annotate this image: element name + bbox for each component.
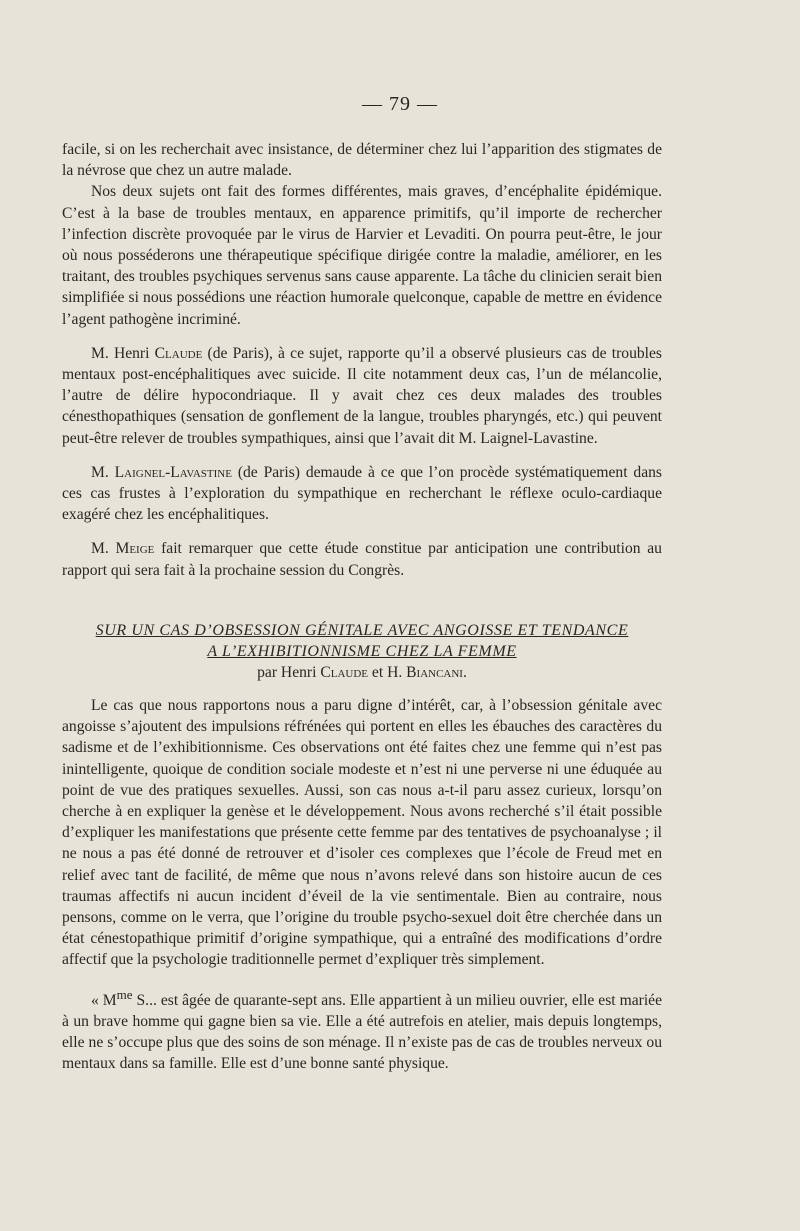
paragraph-encephalite: Nos deux sujets ont fait des formes différentes, mais graves, d’encéphalite épidémique. C’est à la base de troubles mentaux, en apparence primitifs, qu’il importe de rechercher l’infection discrète provoquée par le virus de Harvier et Levaditi. On pourra peut-être, le jour où nous posséderons une thérapeutique spécifique dirigée contre la maladie, améliorer, en les traitant, des troubles psychiques servenus sans cause apparente. La tâche du clinicien serait bien simplifiée si nous possédions une réaction humorale quelconque, capable de mettre en évidence l’agent pathogène incriminé. [62,183,662,328]
article-byline: par Henri Claude et H. Biancani. [257,664,467,681]
paragraph-laignel: M. Laignel-Lavastine (de Paris) demaude à ce que l’on procède systématiquement dans ces cas frustes à l’exploration du sympathique en recherchant le réflexe oculo-cardiaque exagéré chez les encéphalitiques. [62,463,662,524]
paragraph-observation: « $M^{me}$ S... est âgée de quarante-sept ans. Elle appartient à un milieu ouvrier, elle est mariée à un brave homme qui gagne bien sa vie. Elle a été autrefois en atelier, mais depuis longtemps, elle ne s’occupe plus que des soins de son ménage. Il n’existe pas de cas de troubles nerveux ou mentaux dans sa famille. Elle est d’une bonne santé physique. [62,986,663,1073]
speaker-name: Laignel-Lavastine [114,463,232,481]
article-body [62,695,662,1075]
author-name: Biancani [406,664,463,681]
speaker-name: Meige [115,540,155,558]
discussion-section [62,139,662,581]
paragraph-continuation: facile, si on les recherchait avec insistance, de déterminer chez lui l’apparition des stigmates de la névrose que chez un autre malade. [62,141,662,180]
author-name: Claude [320,664,369,681]
paragraph-meige: M. Meige fait remarquer que cette étude constitue par anticipation une contribution au rapport qui sera fait à la prochaine session du Congrès. [62,540,662,579]
paragraph-claude: M. Henri Claude (de Paris), à ce sujet, rapporte qu’il a observé plusieurs cas de troubles mentaux post-encéphalitiques avec suicide. Il cite notamment deux cas, l’un de mélancolie, l’autre de délire hypocondriaque. Il y avait chez ces deux malades des troubles cénesthopathiques (sensation de gonflement de la langue, troubles pharyngés, etc.) qui peuvent peut-être relever de troubles sympathiques, ainsi que l’avait dit M. Laignel-Lavastine. [62,344,662,447]
speaker-name: Claude [154,344,203,362]
page-number: — 79 — [362,93,438,115]
paragraph-introduction: Le cas que nous rapportons nous a paru digne d’intérêt, car, à l’obsession génitale avec angoisse s’ajoutent des impulsions réfrénées qui portent en elles les ébauches des caractères du sadisme et de l’exhibitionnisme. Ces observations ont été faites chez une femme qui n’est pas inintelligente, quoique de condition sociale modeste et n’est ni une perverse ni une éduquée au point de vue des pratiques sexuelles. Aussi, son cas nous a-t-il paru assez curieux, lorsqu’on cherche à en expliquer la genèse et le développement. Nous avons recherché s’il était possible d’expliquer les manifestations que présente cette femme par des tentatives de psychoanalyse ; il ne nous a pas été donné de retrouver et d’isoler ces complexes que l’école de Freud met en relief avec tant de facilité, de même que nous n’avons relevé dans son histoire aucun de ces traumas affectifs ni aucun incident d’éveil de la vie sentimentale. Bien au contraire, nous pensons, comme on le verra, que l’origine du trouble psycho-sexuel doit être cherchée dans un état cénestopathique primitif d’origine sympathique, qui a entraîné des modifications d’ordre affectif que la psychologie traditionnelle permet d’expliquer très simplement. [62,697,662,969]
article-title: SUR UN CAS D’OBSESSION GÉNITALE AVEC ANGOISSE ET TENDANCE A L’EXHIBITIONNISME CHEZ LA FEMME [95,622,629,660]
